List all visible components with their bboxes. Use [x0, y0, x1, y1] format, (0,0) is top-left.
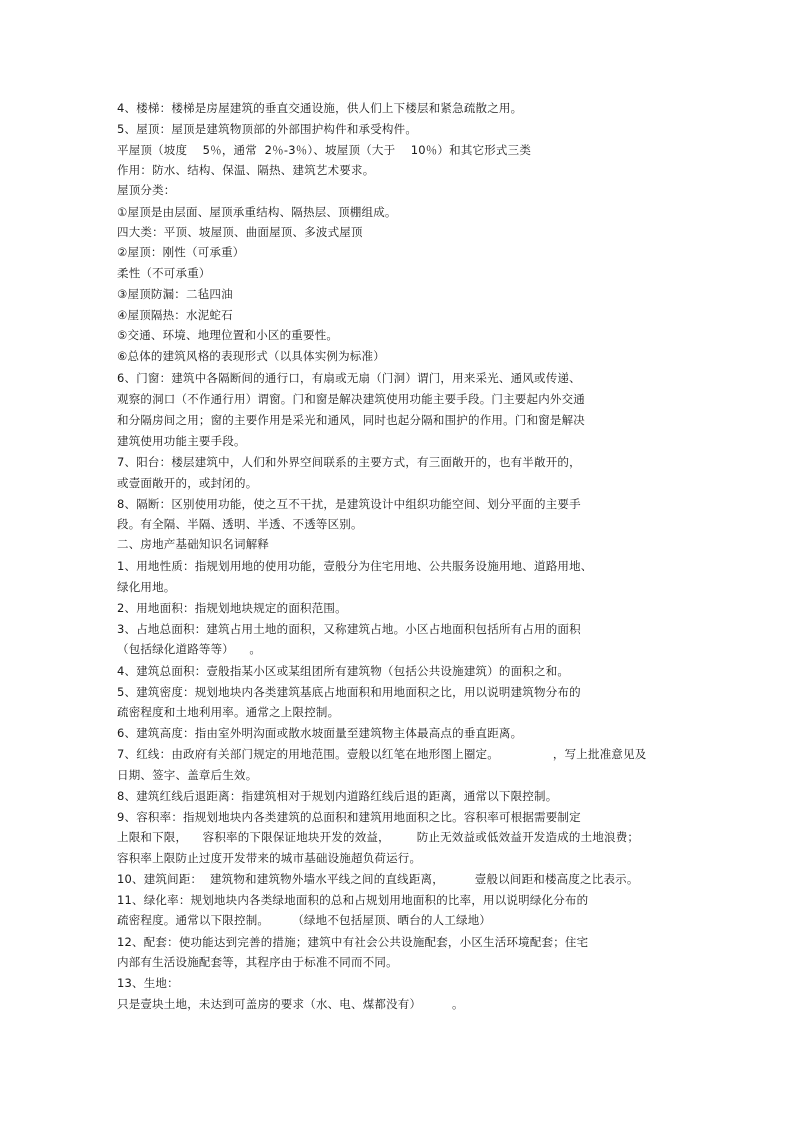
text-line: 作用：防水、结构、保温、隔热、建筑艺术要求。 [117, 163, 375, 177]
section-heading: 二、房地产基础知识名词解释 [117, 537, 270, 551]
text-line: ③屋顶防漏：二毡四油 [117, 287, 233, 301]
text-line: 7、红线：由政府有关部门规定的用地范围。壹般以红笔在地形图上圈定。 ，写上批准意见及 [117, 747, 647, 761]
text-line: 4、建筑总面积：壹般指某小区或某组团所有建筑物（包括公共设施建筑）的面积之和。 [117, 664, 570, 678]
text-line: ⑤交通、环境、地理位置和小区的重要性。 [117, 328, 339, 342]
text-line: （包括绿化道路等等） 。 [117, 642, 262, 656]
text-line: 3、占地总面积：建筑占用土地的面积，又称建筑占地。小区占地面积包括所有占用的面积 [117, 622, 581, 636]
text-line: 10、建筑间距： 建筑物和建筑物外墙水平线之间的直线距离， 壹般以间距和楼高度之比表示。 [117, 872, 639, 886]
text-line: 8、隔断：区别使用功能，使之互不干扰，是建筑设计中组织功能空间、划分平面的主要手 [117, 497, 581, 511]
text-line: 11、绿化率：规划地块内各类绿地面积的总和占规划用地面积的比率，用以说明绿化分布的 [117, 893, 589, 907]
text-line: 疏密程度。通常以下限控制。 （绿地不包括屋顶、晒台的人工绿地） [117, 913, 492, 927]
text-line: 7、阳台：楼层建筑中，人们和外界空间联系的主要方式，有三面敞开的，也有半敞开的， [117, 455, 581, 469]
text-line: 5、建筑密度：规划地块内各类建筑基底占地面积和用地面积之比，用以说明建筑物分布的 [117, 685, 581, 699]
text-line: 8、建筑红线后退距离：指建筑相对于规划内道路红线后退的距离，通常以下限控制。 [117, 789, 558, 803]
text-line: ②屋顶：刚性（可承重） [117, 245, 245, 259]
text-line: 平屋顶（坡度 5％，通常 2％-3％）、坡屋顶（大于 10％）和其它形式三类 [117, 143, 532, 157]
text-line: 屋顶分类： [117, 183, 176, 197]
text-line: 建筑使用功能主要手段。 [117, 434, 246, 448]
text-line: 和分隔房间之用；窗的主要作用是采光和通风，同时也起分隔和围护的作用。门和窗是解决 [117, 413, 585, 427]
text-line: 绿化用地。 [117, 580, 176, 594]
text-line: 9、容积率：指规划地块内各类建筑的总面积和建筑用地面积之比。容积率可根据需要制定 [117, 810, 581, 824]
text-line: 5、屋顶：屋顶是建筑物顶部的外部围护构件和承受构件。 [117, 122, 418, 136]
text-line: 日期、签字、盖章后生效。 [117, 768, 258, 782]
text-line: 只是壹块土地，未达到可盖房的要求（水、电、煤都没有） 。 [117, 997, 464, 1011]
text-line: 观察的洞口（不作通行用）谓窗。门和窗是解决建筑使用功能主要手段。门主要起内外交通 [117, 392, 585, 406]
text-line: 上限和下限， 容积率的下限保证地块开发的效益， 防止无效益或低效益开发造成的土地浪费； [117, 830, 640, 844]
text-line: 2、用地面积：指规划地块规定的面积范围。 [117, 601, 347, 615]
text-line: 容积率上限防止过度开发带来的城市基础设施超负荷运行。 [117, 851, 422, 865]
text-line: 柔性（不可承重） [117, 266, 211, 280]
text-line: 13、生地： [117, 976, 179, 990]
text-line: 12、配套：使功能达到完善的措施；建筑中有社会公共设施配套，小区生活环境配套；住宅 [117, 935, 589, 949]
text-line: 4、楼梯：楼梯是房屋建筑的垂直交通设施，供人们上下楼层和紧急疏散之用。 [117, 101, 523, 115]
text-line: ⑥总体的建筑风格的表现形式（以具体实例为标准） [117, 349, 385, 363]
text-line: ④屋顶隔热：水泥蛇石 [117, 308, 233, 322]
text-line: 四大类：平顶、坡屋顶、曲面屋顶、多波式屋顶 [117, 225, 363, 239]
text-line: 段。有全隔、半隔、透明、半透、不透等区别。 [117, 517, 363, 531]
text-line: 内部有生活设施配套等，其程序由于标准不同而不同。 [117, 955, 398, 969]
text-line: 1、用地性质：指规划用地的使用功能，壹般分为住宅用地、公共服务设施用地、道路用地、 [117, 559, 593, 573]
text-line: 疏密程度和土地利用率。通常之上限控制。 [117, 705, 340, 719]
text-line: ①屋顶是由层面、屋顶承重结构、隔热层、顶棚组成。 [117, 205, 397, 219]
text-line: 6、建筑高度：指由室外明沟面或散水坡面量至建筑物主体最高点的垂直距离。 [117, 726, 523, 740]
text-line: 或壹面敞开的，或封闭的。 [117, 476, 258, 490]
text-line: 6、门窗：建筑中各隔断间的通行口，有扇或无扇（门洞）谓门，用来采光、通风或传递、 [117, 371, 581, 385]
